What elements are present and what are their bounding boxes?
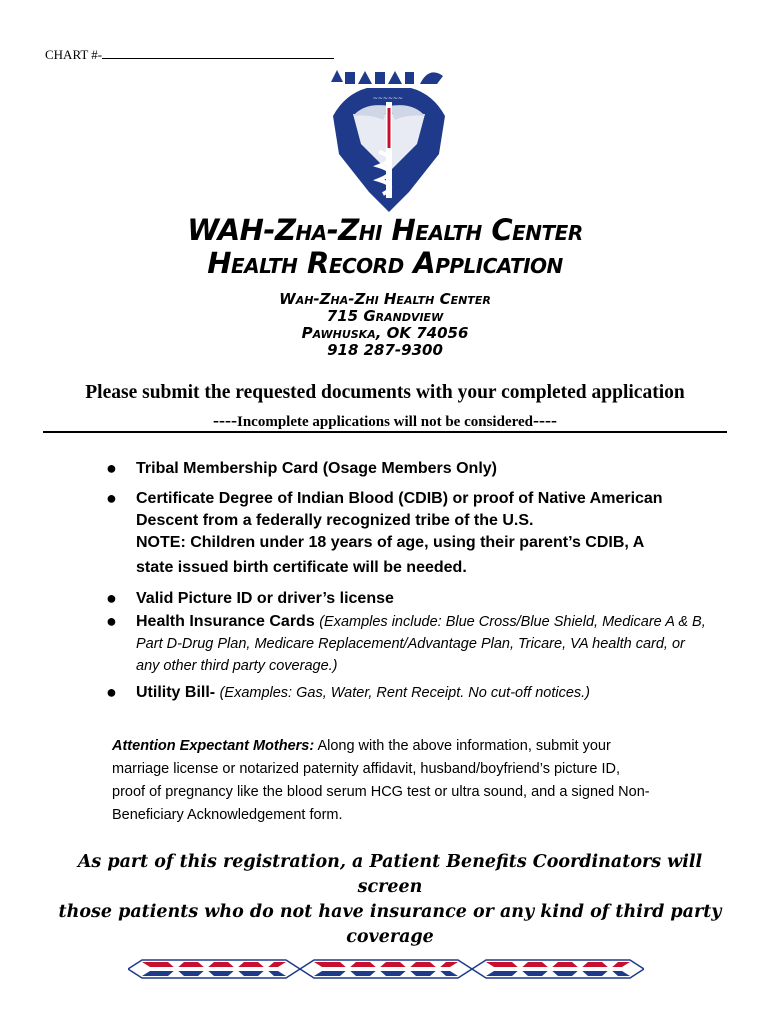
divider [43, 431, 727, 433]
insurance-line-1 [136, 611, 706, 633]
bullet-dot-icon: ● [106, 588, 117, 608]
utility-label: Utility Bill- [136, 684, 216, 701]
cdib-line-2: Descent from a federally recognized tribe of the U.S. [136, 512, 534, 529]
dash-right: ---- [533, 410, 557, 430]
closing-line-2: those patients who do not have insurance or any kind of third party [58, 902, 722, 922]
attention-line-3: proof of pregnancy like the blood serum HCG test or ultra sound, and a signed Non- [112, 784, 650, 800]
attention-line-4: Beneficiary Acknowledgement form. [112, 807, 343, 823]
list-item-utility [106, 682, 590, 704]
list-item-cdib [106, 488, 663, 579]
address-city: Pawhuska, OK 74056 [301, 324, 469, 342]
list-item-insurance [106, 611, 706, 677]
utility-line [136, 682, 590, 704]
address-street: 715 Grandview [326, 307, 444, 325]
bullet-dot-icon: ● [106, 488, 117, 508]
list-item-tribal [106, 458, 497, 480]
form-title: Health Record Application [207, 246, 563, 280]
dash-left: ---- [213, 410, 237, 430]
chart-number-line[interactable] [102, 47, 334, 59]
list-item-picture-id [106, 588, 394, 610]
insurance-line-2: Part D-Drug Plan, Medicare Replacement/Advantage Plan, Tricare, VA health card, or [136, 636, 685, 652]
insurance-label: Health Insurance Cards [136, 613, 315, 630]
chart-number-field [45, 47, 334, 63]
insurance-line-3: any other third party coverage.) [136, 658, 338, 674]
closing-line-1: As part of this registration, a Patient Benefits Coordinators will screen [77, 852, 703, 897]
chart-label: CHART #- [45, 47, 103, 62]
bullet-dot-icon: ● [106, 458, 117, 478]
expectant-mothers-paragraph [112, 735, 724, 827]
submission-notice: Please submit the requested documents with your completed application [85, 382, 685, 403]
pattern-segment [128, 960, 300, 978]
cdib-line-4: state issued birth certificate will be needed. [136, 559, 467, 576]
native-pattern-border [128, 958, 644, 980]
closing-line-3: coverage [346, 927, 434, 947]
attention-line-2: marriage license or notarized paternity affidavit, husband/boyfriend’s picture ID, [112, 761, 621, 777]
bullet-dot-icon: ● [106, 682, 117, 702]
cdib-line-3: NOTE: Children under 18 years of age, using their parent’s CDIB, A [136, 534, 645, 551]
incomplete-text: Incomplete applications will not be considered [237, 414, 533, 430]
cdib-line-1: Certificate Degree of Indian Blood (CDIB) or proof of Native American [136, 490, 663, 507]
address-phone: 918 287-9300 [327, 341, 443, 359]
address-name: Wah-Zha-Zhi Health Center [279, 290, 491, 308]
utility-examples: (Examples: Gas, Water, Rent Receipt. No cut-off notices.) [219, 685, 590, 701]
picture-id-text: Valid Picture ID or driver’s license [136, 590, 394, 607]
attention-line-1 [112, 735, 724, 758]
center-title: WAH-Zha-Zhi Health Center [187, 213, 583, 247]
insurance-examples: (Examples include: Blue Cross/Blue Shield, Medicare A & B, [319, 614, 706, 630]
svg-text:~~~~~~: ~~~~~~ [372, 95, 404, 102]
caduceus-arrowhead-logo [325, 62, 451, 217]
incomplete-notice [0, 410, 770, 431]
bullet-dot-icon: ● [106, 611, 117, 631]
closing-statement [45, 850, 735, 950]
attention-text-1: Along with the above information, submit your [317, 738, 611, 754]
attention-lead: Attention Expectant Mothers: [112, 738, 315, 754]
tribal-text: Tribal Membership Card (Osage Members Only) [136, 460, 497, 477]
